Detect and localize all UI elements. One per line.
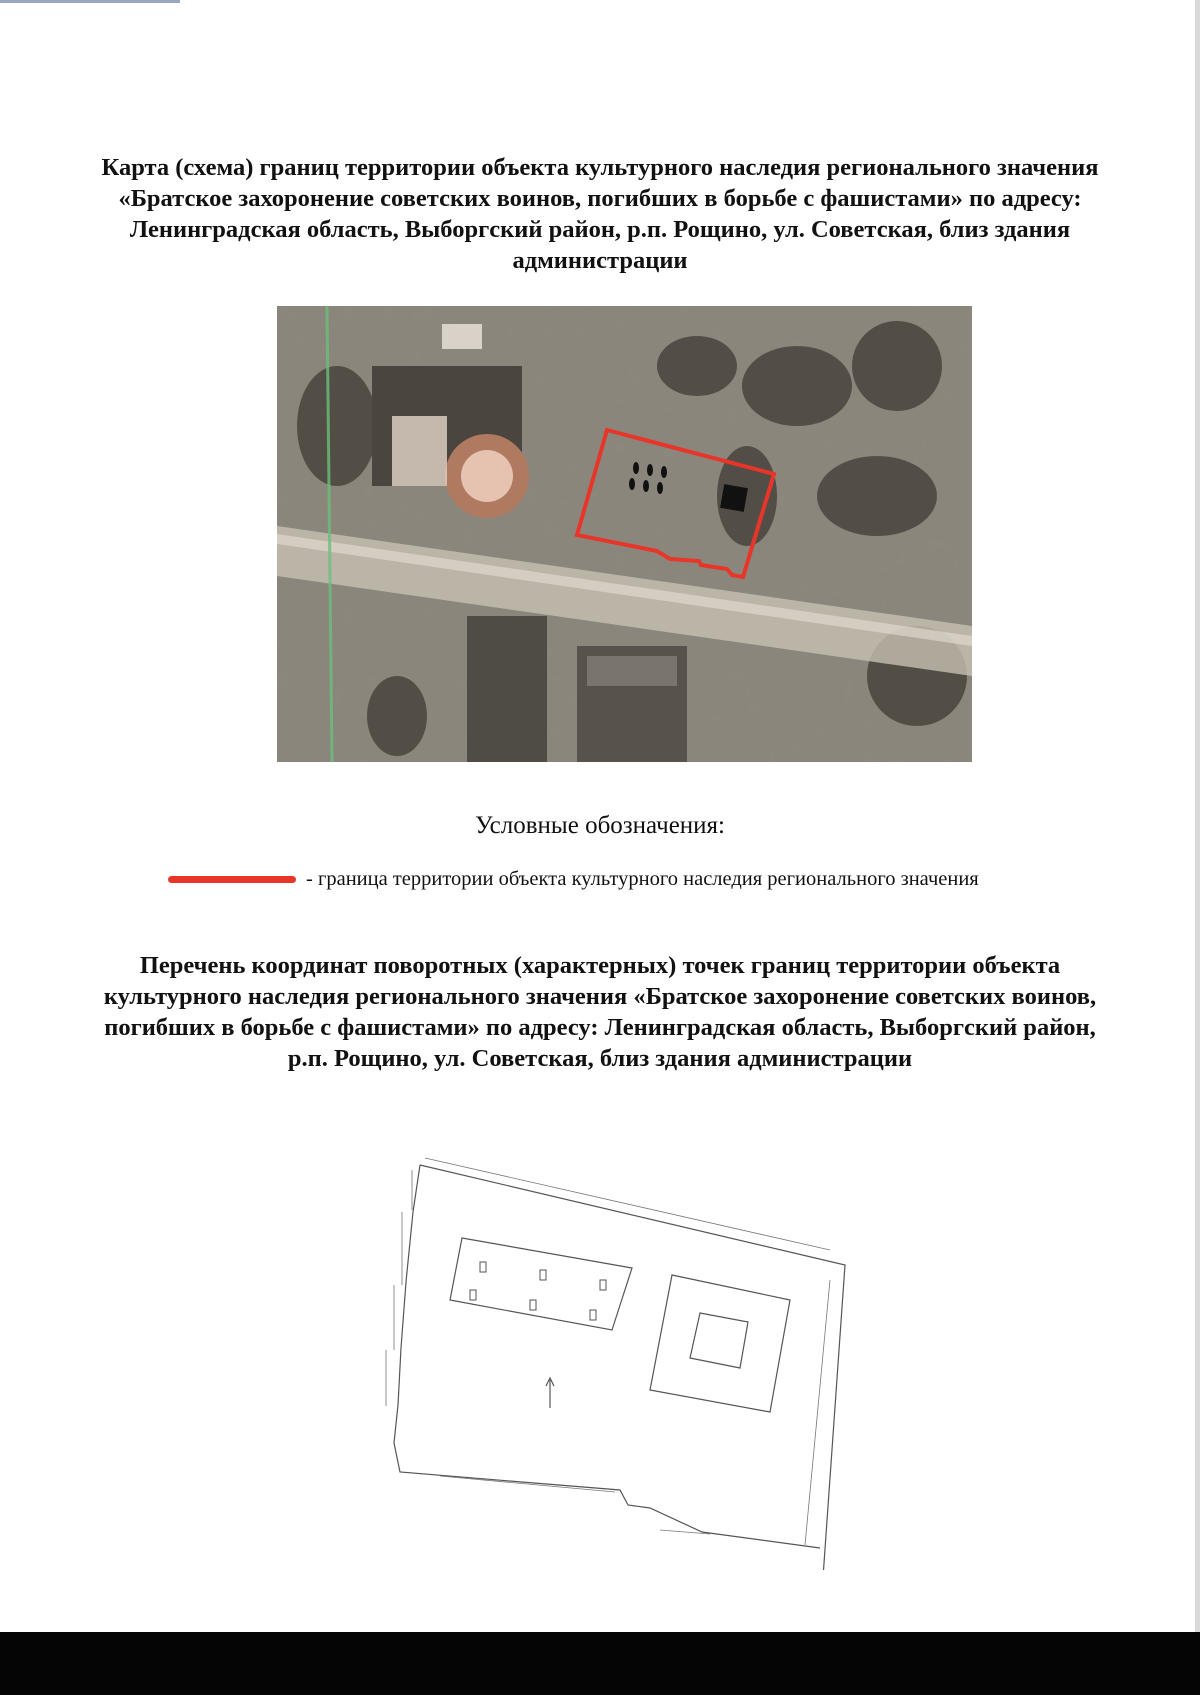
- coordinates-title: Перечень координат поворотных (характерных) точек границ территории объекта культурного наследия регионального значения «Братское захоронение советских воинов, погибших в борьбе с фашистами» по адресу: Ленинградская область, Выборгский район, р.п. Рощино, ул. Советская, близ здания администрации: [103, 952, 1097, 1072]
- legend-item: [168, 864, 979, 894]
- scan-bottom-bar: [0, 1632, 1200, 1695]
- satellite-map-image: [277, 306, 972, 762]
- legend-item-label: - граница территории объекта культурного наследия регионального значения: [306, 867, 979, 890]
- boundary-plan-image: [350, 1150, 870, 1570]
- satellite-map: [277, 306, 972, 762]
- boundary-plan-drawing: [350, 1150, 870, 1570]
- boundary-legend-line: [168, 876, 296, 883]
- scan-edge-mark: [0, 0, 180, 3]
- legend-title: Условные обозначения:: [474, 812, 726, 839]
- map-title: Карта (схема) границ территории объекта культурного наследия регионального значения «Братское захоронение советских воинов, погибших в борьбе с фашистами» по адресу: Ленинградская область, Выборгский район, р.п. Рощино, ул. Советская, близ здания администрации: [101, 154, 1099, 274]
